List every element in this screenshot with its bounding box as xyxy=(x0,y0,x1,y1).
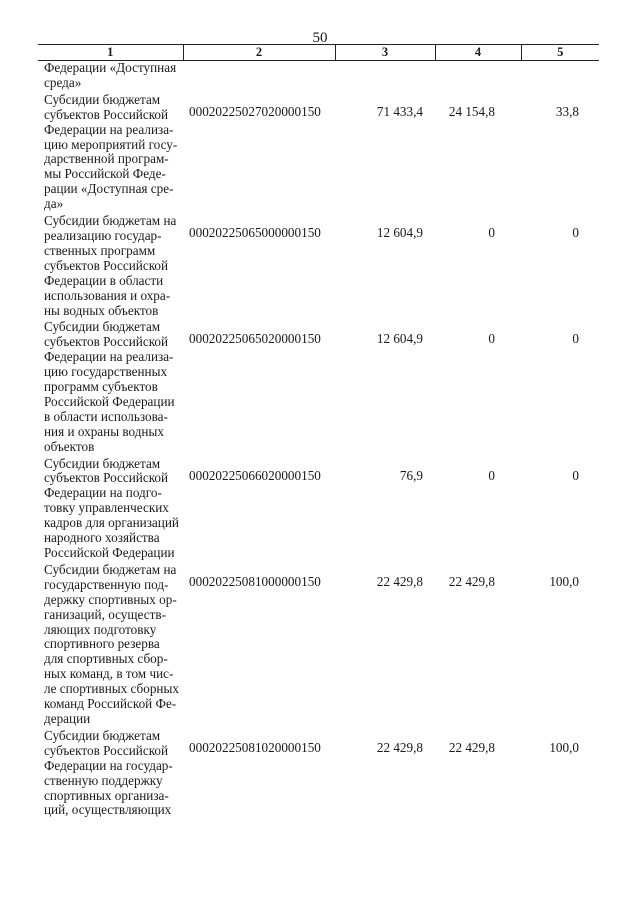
description-line: субъектов Российской xyxy=(44,257,169,273)
value-col3 xyxy=(335,61,435,93)
table-row xyxy=(38,457,599,563)
description-line: ных команд, в том чис- xyxy=(44,666,174,682)
column-header: 2 xyxy=(183,45,335,61)
description-line: в области использова- xyxy=(44,408,168,424)
table-row xyxy=(38,214,599,320)
description-line: ния и охраны водных xyxy=(44,423,164,439)
row-description xyxy=(38,563,183,729)
table-row xyxy=(38,93,599,214)
description-line: цию мероприятий госу- xyxy=(44,136,178,152)
value-col3: 22 429,8 xyxy=(376,573,423,589)
column-header: 4 xyxy=(435,45,521,61)
value-col5: 0 xyxy=(572,331,579,347)
description-line: да» xyxy=(44,196,64,212)
column-header: 3 xyxy=(335,45,435,61)
description-line: государственную под- xyxy=(44,576,169,592)
description-line: ляющих подготовку xyxy=(44,621,157,637)
page-number: 50 xyxy=(312,30,328,46)
value-col5: 100,0 xyxy=(549,573,579,589)
row-description xyxy=(38,320,183,456)
description-line: для спортивных сбор- xyxy=(44,651,168,667)
row-description xyxy=(38,61,183,93)
description-line: Федерации «Доступная xyxy=(44,60,177,75)
value-col5 xyxy=(521,61,599,93)
description-line: мы Российской Феде- xyxy=(44,166,166,182)
value-col3: 71 433,4 xyxy=(376,103,423,119)
row-description xyxy=(38,93,183,214)
description-line: Субсидии бюджетам на xyxy=(44,561,177,577)
budget-code xyxy=(183,61,335,93)
value-col4: 22 429,8 xyxy=(448,573,495,589)
description-line: Российской Федерации xyxy=(44,545,175,560)
description-line: субъектов Российской xyxy=(44,106,169,122)
description-line: субъектов Российской xyxy=(44,470,169,486)
description-line: дарственной програм- xyxy=(44,151,169,167)
description-line: среда» xyxy=(44,74,82,90)
value-col3: 12 604,9 xyxy=(376,225,423,241)
description-line: Федерации на реализа- xyxy=(44,349,174,365)
row-description xyxy=(38,457,183,563)
description-line: ций, осуществляющих xyxy=(44,802,172,818)
description-line: спортивных организа- xyxy=(44,787,169,803)
table-row xyxy=(38,563,599,729)
description-line: держку спортивных ор- xyxy=(44,591,177,607)
budget-code: 00020225066020000150 xyxy=(189,467,321,483)
value-col3: 22 429,8 xyxy=(376,739,423,755)
row-description xyxy=(38,729,183,820)
value-col3: 12 604,9 xyxy=(376,331,423,347)
value-col5: 33,8 xyxy=(555,103,579,119)
table-row xyxy=(38,61,599,93)
table-row xyxy=(38,320,599,456)
description-line: спортивного резерва xyxy=(44,636,160,652)
description-line: Федерации на реализа- xyxy=(44,121,174,137)
description-line: Субсидии бюджетам xyxy=(44,727,161,743)
description-line: товку управленческих xyxy=(44,500,169,516)
description-line: ственную поддержку xyxy=(44,772,163,788)
description-line: ле спортивных сборных xyxy=(44,681,179,697)
description-line: ственных программ xyxy=(44,242,156,258)
budget-code: 00020225081020000150 xyxy=(189,739,321,755)
description-line: Субсидии бюджетам xyxy=(44,455,161,471)
description-line: программ субъектов xyxy=(44,379,158,395)
description-line: цию государственных xyxy=(44,364,168,380)
description-line: Субсидии бюджетам на xyxy=(44,213,177,229)
description-line: реализацию государ- xyxy=(44,227,162,243)
description-line: Федерации на подго- xyxy=(44,485,162,501)
value-col5: 0 xyxy=(572,225,579,241)
description-line: Российской Федерации xyxy=(44,393,175,409)
budget-table xyxy=(38,44,599,820)
value-col4: 22 429,8 xyxy=(448,739,495,755)
description-line: ганизаций, осуществ- xyxy=(44,606,166,622)
description-line: Федерации на государ- xyxy=(44,757,173,773)
budget-code: 00020225027020000150 xyxy=(189,103,321,119)
value-col4: 0 xyxy=(488,225,495,241)
description-line: использования и охра- xyxy=(44,287,171,303)
budget-code: 00020225065020000150 xyxy=(189,331,321,347)
description-line: кадров для организаций xyxy=(44,515,179,531)
row-description xyxy=(38,214,183,320)
table-body xyxy=(38,61,599,821)
value-col4: 0 xyxy=(488,467,495,483)
description-line: субъектов Российской xyxy=(44,334,169,350)
value-col4: 0 xyxy=(488,331,495,347)
value-col5: 0 xyxy=(572,467,579,483)
description-line: ны водных объектов xyxy=(44,302,159,318)
description-line: субъектов Российской xyxy=(44,742,169,758)
table-row xyxy=(38,729,599,820)
budget-code: 00020225081000000150 xyxy=(189,573,321,589)
description-line: команд Российской Фе- xyxy=(44,696,177,712)
value-col5: 100,0 xyxy=(549,739,579,755)
description-line: объектов xyxy=(44,438,95,454)
column-header: 1 xyxy=(38,45,183,61)
description-line: дерации xyxy=(44,710,91,726)
value-col4: 24 154,8 xyxy=(448,103,495,119)
description-line: рации «Доступная сре- xyxy=(44,181,174,197)
value-col4 xyxy=(435,61,521,93)
table-header-row xyxy=(38,45,599,61)
description-line: Субсидии бюджетам xyxy=(44,91,161,107)
column-header: 5 xyxy=(521,45,599,61)
value-col3: 76,9 xyxy=(399,467,423,483)
description-line: Федерации в области xyxy=(44,272,164,288)
description-line: народного хозяйства xyxy=(44,530,160,546)
description-line: Субсидии бюджетам xyxy=(44,319,161,335)
budget-code: 00020225065000000150 xyxy=(189,225,321,241)
